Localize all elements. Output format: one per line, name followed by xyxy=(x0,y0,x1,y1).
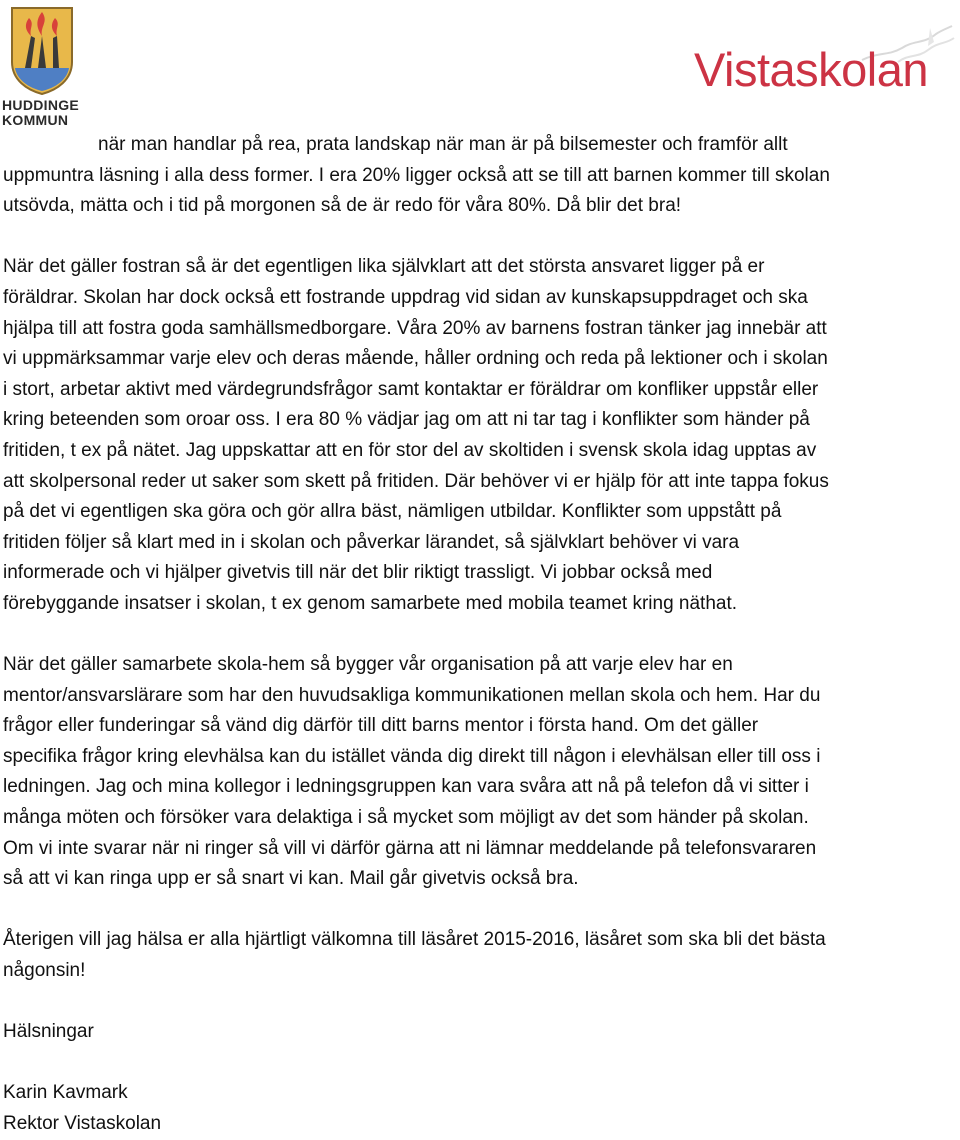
vistaskolan-logo xyxy=(690,18,958,98)
kommun-name-line2: KOMMUN xyxy=(2,112,69,128)
text-line: När det gäller fostran så är det egentligen lika självklart att det största ansvaret ligger på er xyxy=(3,256,765,278)
paragraph-1 xyxy=(3,130,958,222)
paragraph-3 xyxy=(3,650,958,895)
text-line: när man handlar på rea, prata landskap när man är på bilsemester och framför allt xyxy=(98,134,788,155)
text-line: frågor eller funderingar så vänd dig därför till ditt barns mentor i första hand. Om det gäller xyxy=(3,715,759,737)
text-line: kring beteenden som oroar oss. I era 80 % vädjar jag om att ni tar tag i konflikter som händer på xyxy=(3,409,810,431)
text-line: Återigen vill jag hälsa er alla hjärtligt välkomna till läsåret 2015-2016, läsåret som ska bli det bästa xyxy=(3,929,826,951)
paragraph-2 xyxy=(3,252,958,619)
text-line: informerade och vi hjälper givetvis till när det blir riktigt trassligt. Vi jobbar också med xyxy=(3,562,713,584)
text-line: fritiden, t ex på nätet. Jag uppskattar att en för stor del av skoltiden i svensk skola idag upptas av xyxy=(3,439,817,461)
text-line: mentor/ansvarslärare som har den huvudsakliga kommunikationen mellan skola och hem. Har du xyxy=(3,684,821,706)
huddinge-kommun-logo xyxy=(2,4,82,128)
text-line: specifika frågor kring elevhälsa kan du istället vända dig direkt till någon i elevhälsan eller till oss i xyxy=(3,745,821,767)
text-line: på det vi egentligen ska göra och gör allra bäst, nämligen utbildar. Konflikter som uppstått på xyxy=(3,501,782,523)
text-line: att skolpersonal reder ut saker som skett på fritiden. Där behöver vi er hjälp för att inte tappa fokus xyxy=(3,470,829,492)
text-line: så att vi kan ringa upp er så snart vi kan. Mail går givetvis också bra. xyxy=(3,868,579,890)
text-line: ledningen. Jag och mina kollegor i ledningsgruppen kan vara svåra att nå på telefon då vi sitter i xyxy=(3,776,809,798)
kommun-name-line1: HUDDINGE xyxy=(2,97,80,113)
letter-body xyxy=(3,130,958,1140)
text-line: förebyggande insatser i skolan, t ex genom samarbete med mobila teamet kring näthat. xyxy=(3,592,738,614)
greeting-text: Hälsningar xyxy=(3,1021,94,1043)
text-line: hjälpa till att fostra goda samhällsmedborgare. Våra 20% av barnens fostran tänker jag innebär att xyxy=(3,317,827,339)
greeting xyxy=(3,1017,958,1048)
text-line: utsövda, mätta och i tid på morgonen så de är redo för våra 80%. Då blir det bra! xyxy=(3,195,682,217)
text-line: uppmuntra läsning i alla dess former. I era 20% ligger också att se till att barnen kommer till skolan xyxy=(3,164,830,186)
text-line: föräldrar. Skolan har dock också ett fostrande uppdrag vid sidan av kunskapsuppdraget och ska xyxy=(3,286,808,308)
text-line: Om vi inte svarar när ni ringer så vill vi därför gärna att ni lämnar meddelande på telefonsvararen xyxy=(3,837,817,859)
signature xyxy=(3,1078,958,1139)
text-line: i stort, arbetar aktivt med värdegrundsfrågor samt kontaktar er föräldrar om konfliker uppstår eller xyxy=(3,378,819,400)
signature-name: Karin Kavmark xyxy=(3,1082,128,1104)
text-line: någonsin! xyxy=(3,960,86,982)
vistaskolan-logo-text: Vistaskolan xyxy=(694,43,928,96)
kommun-shield-icon xyxy=(9,6,75,96)
signature-title: Rektor Vistaskolan xyxy=(3,1113,162,1134)
paragraph-4 xyxy=(3,925,958,986)
text-line: fritiden följer så klart med in i skolan och påverkar lärandet, så självklart behöver vi vara xyxy=(3,531,740,553)
text-line: vi uppmärksammar varje elev och deras mående, håller ordning och reda på lektioner och i skolan xyxy=(3,348,828,370)
text-line: När det gäller samarbete skola-hem så bygger vår organisation på att varje elev har en xyxy=(3,654,733,676)
text-line: många möten och försöker vara delaktiga i så mycket som möjligt av det som händer på skolan. xyxy=(3,807,809,829)
